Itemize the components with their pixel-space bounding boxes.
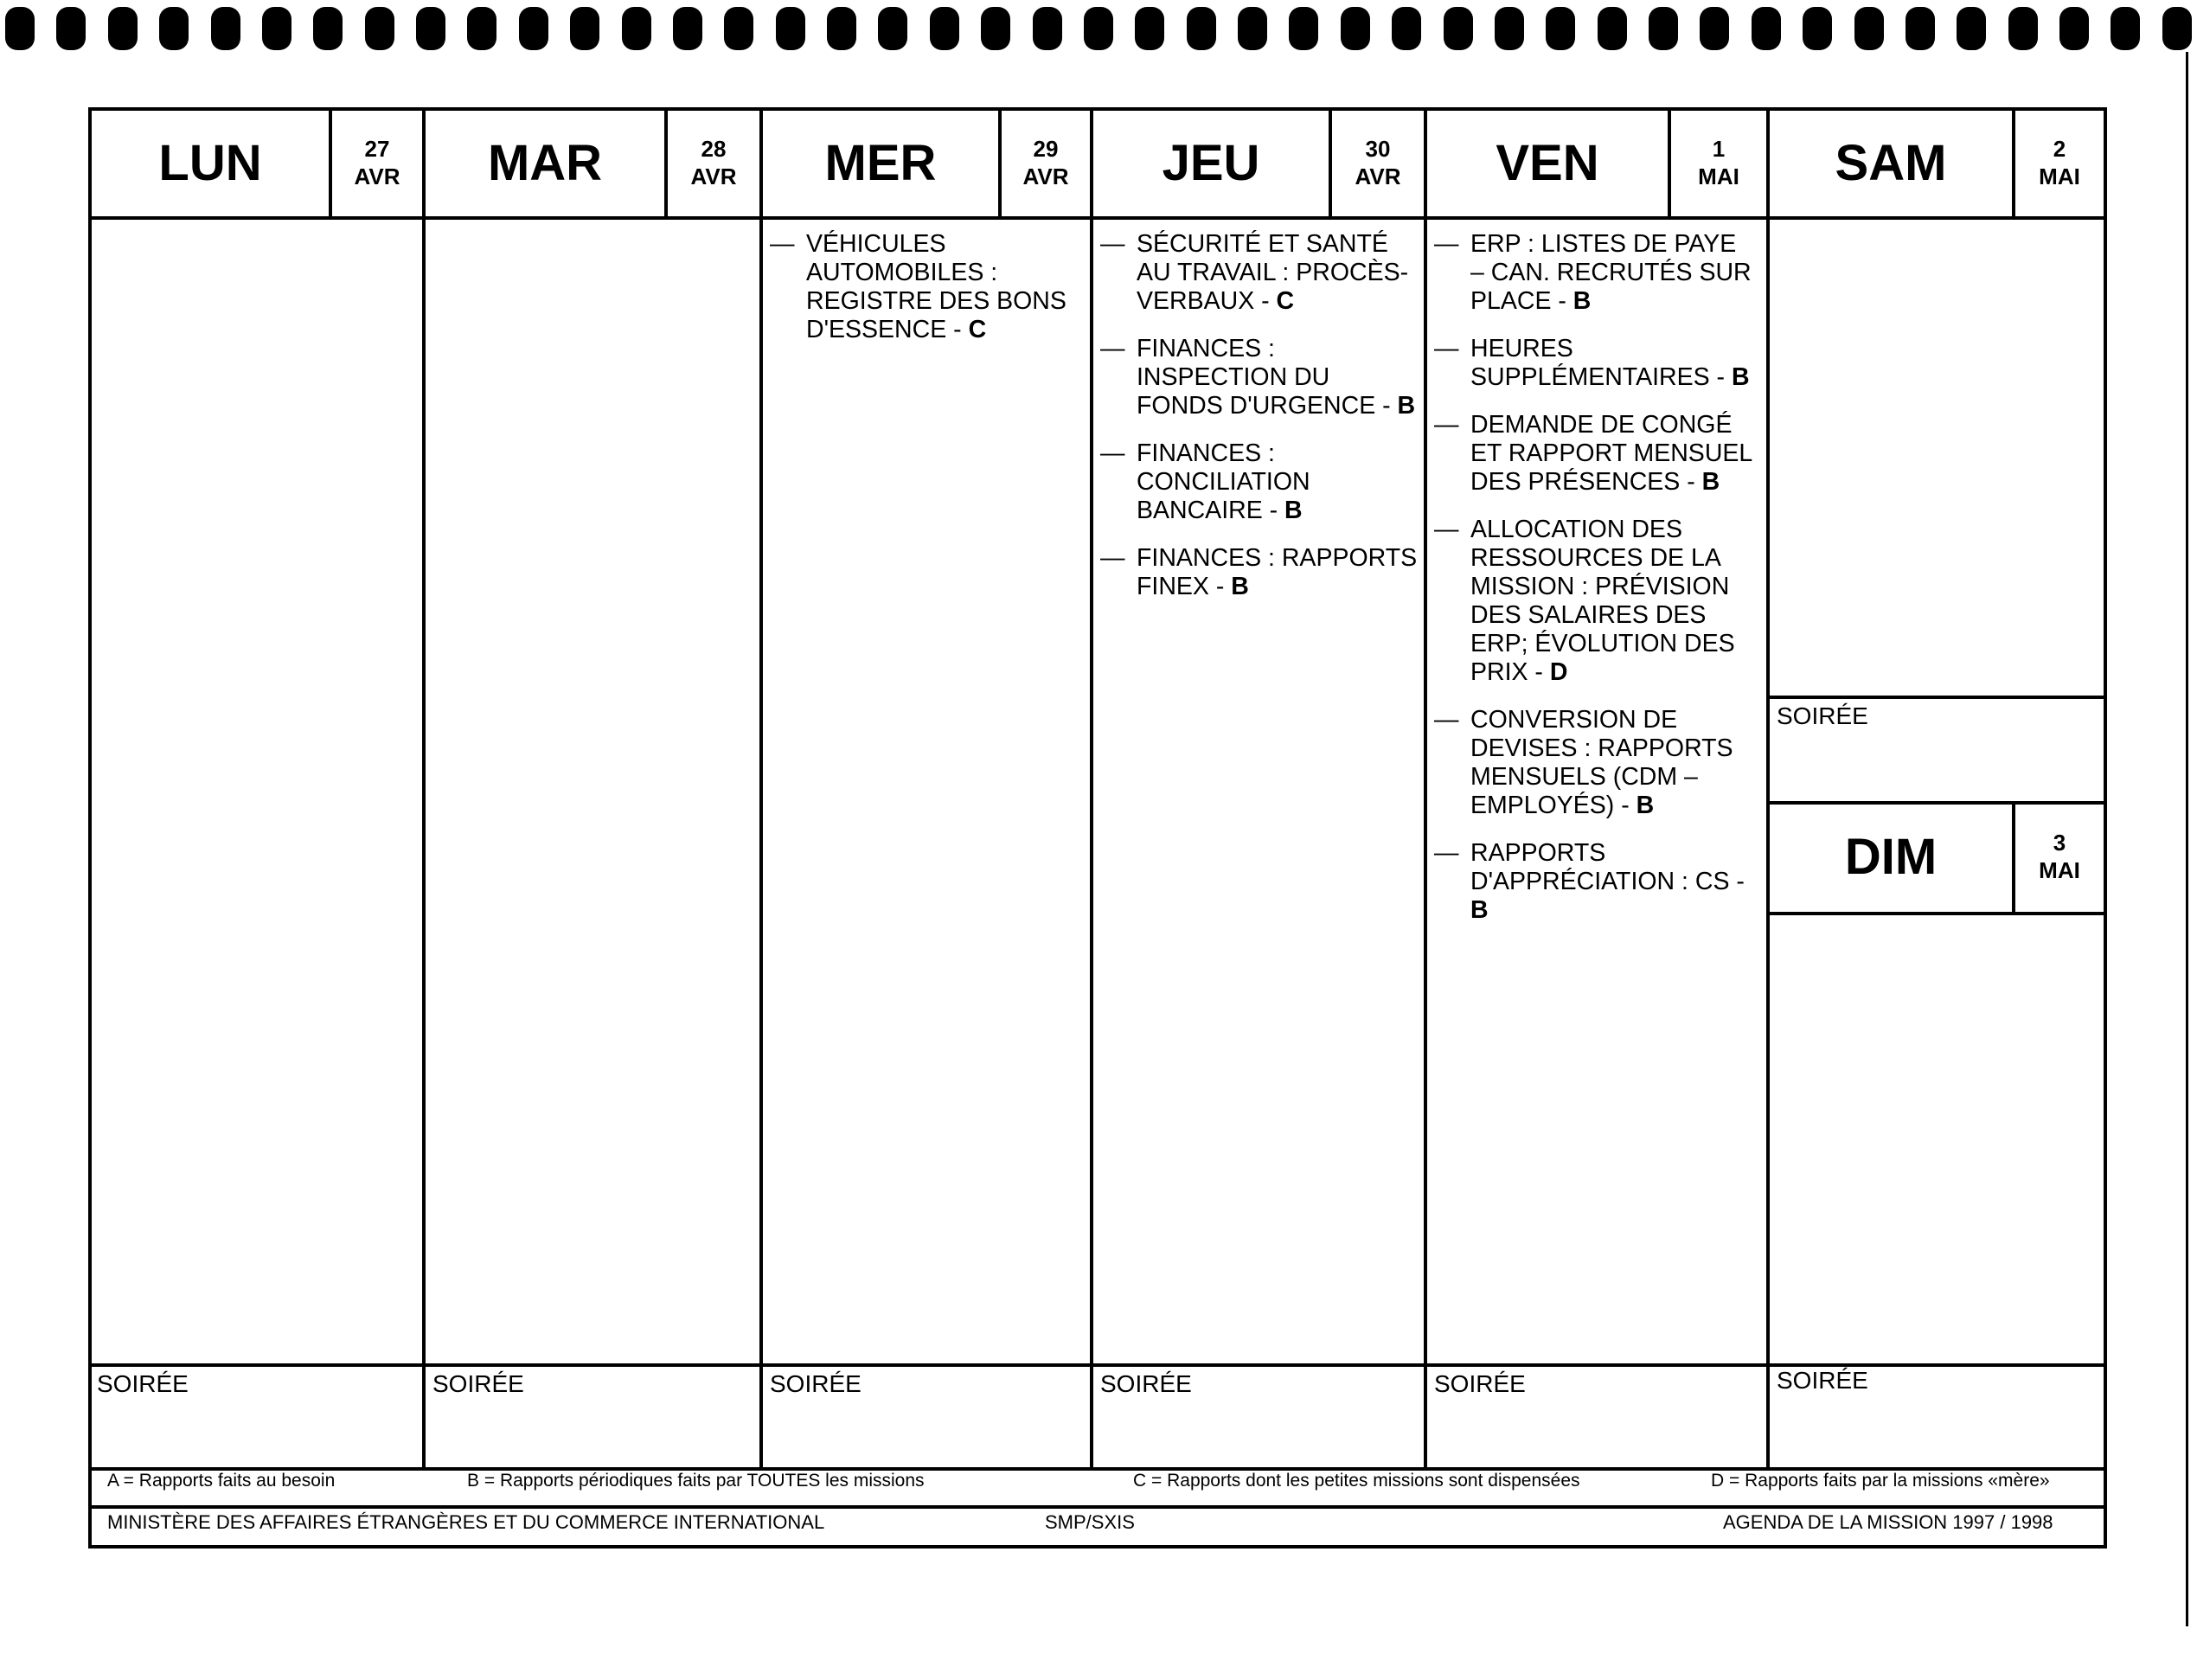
day-num-sam: 2: [2053, 136, 2066, 162]
binding-hole: [570, 7, 599, 50]
binding-hole: [1649, 7, 1678, 50]
entry-dash: —: [1434, 706, 1459, 734]
day-name-lun: LUN: [158, 134, 262, 191]
day-num-jeu: 30: [1365, 136, 1391, 162]
entry-code: B: [1731, 363, 1750, 391]
entry-code: D: [1549, 658, 1568, 686]
binding-hole: [1084, 7, 1113, 50]
entry-item: [1434, 411, 1754, 497]
entry-dash: —: [1100, 230, 1125, 258]
legend-d: D = Rapports faits par la missions «mère»: [1711, 1471, 2050, 1491]
binding-hole: [1546, 7, 1575, 50]
binding-hole: [313, 7, 343, 50]
entry-item: [1434, 230, 1754, 316]
col-line-2: [759, 107, 763, 1469]
entry-code: B: [1636, 792, 1655, 819]
day-name-mer: MER: [824, 134, 937, 191]
spiral-binding: [0, 7, 2197, 55]
dim-header-bottom-line: [1768, 912, 2107, 915]
day-date-ven: [1671, 111, 1766, 215]
entry-code: B: [1397, 392, 1416, 420]
binding-hole: [1444, 7, 1473, 50]
binding-hole: [724, 7, 753, 50]
entry-code: C: [1276, 287, 1295, 315]
binding-hole: [1803, 7, 1832, 50]
day-name-sam: SAM: [1835, 134, 1947, 191]
entry-text: HEURES SUPPLÉMENTAIRES -: [1470, 335, 1732, 391]
binding-hole: [1033, 7, 1062, 50]
day-num-mer: 29: [1033, 136, 1059, 162]
day-date-dim: [2015, 805, 2104, 908]
entry-item: [1434, 516, 1754, 687]
binding-hole: [2059, 7, 2089, 50]
entry-dash: —: [1434, 230, 1459, 258]
entry-code: C: [968, 316, 987, 343]
entry-code: B: [1470, 896, 1489, 924]
footer-top-line: [88, 1505, 2107, 1509]
day-date-sam: [2015, 111, 2104, 215]
footer-code: SMP/SXIS: [1045, 1511, 1135, 1533]
entries-mer: [770, 230, 1090, 363]
evening-label-mar: SOIRÉE: [432, 1370, 524, 1397]
col-line-5: [1766, 107, 1770, 1469]
evening-label-sam: SOIRÉE: [1777, 702, 1868, 729]
day-date-mer: [1002, 111, 1090, 215]
entry-item: [770, 230, 1090, 344]
day-month-sam: MAI: [2039, 164, 2080, 189]
binding-hole: [5, 7, 35, 50]
entry-code: B: [1572, 287, 1592, 315]
entry-dash: —: [1100, 544, 1125, 572]
binding-hole: [56, 7, 86, 50]
binding-hole: [108, 7, 138, 50]
entry-code: B: [1231, 573, 1249, 600]
sam-soiree-top-line: [1768, 696, 2107, 699]
entry-text: FINANCES : CONCILIATION BANCAIRE -: [1137, 439, 1310, 524]
day-month-ven: MAI: [1698, 164, 1739, 189]
legend-a: A = Rapports faits au besoin: [107, 1471, 336, 1491]
binding-hole: [2162, 7, 2192, 50]
page-edge-line: [2186, 52, 2188, 1626]
legend-b: B = Rapports périodiques faits par TOUTES les missions: [467, 1471, 925, 1491]
binding-hole: [981, 7, 1010, 50]
evening-top-line: [88, 1363, 1771, 1367]
entry-text: CONVERSION DE DEVISES : RAPPORTS MENSUELS (CDM – EMPLOYÉS) -: [1470, 706, 1733, 819]
entry-code: B: [1701, 468, 1720, 496]
day-month-mer: AVR: [1022, 164, 1069, 189]
binding-hole: [1187, 7, 1216, 50]
entry-item: [1100, 439, 1420, 525]
binding-hole: [1238, 7, 1267, 50]
entry-dash: —: [770, 230, 795, 258]
evening-label-jeu: SOIRÉE: [1100, 1370, 1192, 1397]
footer-ministry: MINISTÈRE DES AFFAIRES ÉTRANGÈRES ET DU COMMERCE INTERNATIONAL: [107, 1511, 825, 1533]
day-month-jeu: AVR: [1355, 164, 1401, 189]
evening-label-sam-bottom: SOIRÉE: [1777, 1367, 1868, 1394]
entries-ven: [1434, 230, 1754, 944]
entry-item: [1100, 544, 1420, 601]
entry-item: [1100, 335, 1420, 420]
binding-hole: [2111, 7, 2140, 50]
binding-hole: [1495, 7, 1524, 50]
entry-dash: —: [1434, 335, 1459, 362]
binding-hole: [262, 7, 291, 50]
entry-dash: —: [1100, 439, 1125, 467]
binding-hole: [673, 7, 702, 50]
evening-label-mer: SOIRÉE: [770, 1370, 862, 1397]
binding-hole: [1752, 7, 1781, 50]
col-line-4: [1424, 107, 1427, 1469]
binding-hole: [878, 7, 907, 50]
col-line-1: [422, 107, 426, 1469]
day-num-mar: 28: [701, 136, 727, 162]
entry-dash: —: [1434, 839, 1459, 867]
entries-jeu: [1100, 230, 1420, 620]
entry-item: [1434, 706, 1754, 820]
entry-text: DEMANDE DE CONGÉ ET RAPPORT MENSUEL DES PRÉSENCES -: [1470, 411, 1752, 496]
day-date-mar: [668, 111, 759, 215]
entry-dash: —: [1434, 411, 1459, 439]
entry-text: RAPPORTS D'APPRÉCIATION : CS -: [1470, 839, 1745, 895]
binding-hole: [1906, 7, 1935, 50]
binding-hole: [519, 7, 548, 50]
entry-text: FINANCES : RAPPORTS FINEX -: [1137, 544, 1418, 600]
binding-hole: [622, 7, 651, 50]
binding-hole: [211, 7, 240, 50]
binding-hole: [2008, 7, 2038, 50]
day-num-ven: 1: [1712, 136, 1726, 162]
entry-code: B: [1284, 497, 1303, 524]
footer-agenda: AGENDA DE LA MISSION 1997 / 1998: [1723, 1511, 2053, 1533]
binding-hole: [827, 7, 856, 50]
binding-hole: [1289, 7, 1318, 50]
binding-hole: [1392, 7, 1421, 50]
entry-text: VÉHICULES AUTOMOBILES : REGISTRE DES BONS D'ESSENCE -: [806, 230, 1066, 343]
day-date-lun: [332, 111, 422, 215]
binding-hole: [776, 7, 805, 50]
day-month-mar: AVR: [690, 164, 737, 189]
binding-hole: [930, 7, 959, 50]
day-month-dim: MAI: [2039, 857, 2080, 883]
day-name-dim: DIM: [1844, 828, 1938, 885]
day-num-lun: 27: [364, 136, 390, 162]
binding-hole: [1341, 7, 1370, 50]
binding-hole: [1598, 7, 1627, 50]
header-bottom-line: [88, 216, 2107, 220]
day-date-jeu: [1332, 111, 1424, 215]
entry-dash: —: [1100, 335, 1125, 362]
entry-text: ERP : LISTES DE PAYE – CAN. RECRUTÉS SUR PLACE -: [1470, 230, 1752, 315]
entry-text: FINANCES : INSPECTION DU FONDS D'URGENCE -: [1137, 335, 1398, 420]
binding-hole: [159, 7, 189, 50]
binding-hole: [1957, 7, 1986, 50]
binding-hole: [1700, 7, 1729, 50]
entry-item: [1434, 839, 1754, 925]
day-name-ven: VEN: [1496, 134, 1599, 191]
evening-label-lun: SOIRÉE: [97, 1370, 189, 1397]
day-num-dim: 3: [2053, 830, 2066, 856]
entry-text: ALLOCATION DES RESSOURCES DE LA MISSION : PRÉVISION DES SALAIRES DES ERP; ÉVOLUTION DES PRIX -: [1470, 516, 1735, 686]
col-line-3: [1090, 107, 1093, 1469]
evening-label-ven: SOIRÉE: [1434, 1370, 1526, 1397]
entry-dash: —: [1434, 516, 1459, 543]
legend-c: C = Rapports dont les petites missions sont dispensées: [1133, 1471, 1580, 1491]
entry-text: SÉCURITÉ ET SANTÉ AU TRAVAIL : PROCÈS-VERBAUX -: [1137, 230, 1409, 315]
binding-hole: [1854, 7, 1884, 50]
day-month-lun: AVR: [354, 164, 400, 189]
entry-item: [1434, 335, 1754, 392]
entry-item: [1100, 230, 1420, 316]
binding-hole: [467, 7, 496, 50]
binding-hole: [416, 7, 445, 50]
binding-hole: [365, 7, 394, 50]
day-name-mar: MAR: [487, 134, 603, 191]
binding-hole: [1135, 7, 1164, 50]
day-name-jeu: JEU: [1162, 134, 1260, 191]
